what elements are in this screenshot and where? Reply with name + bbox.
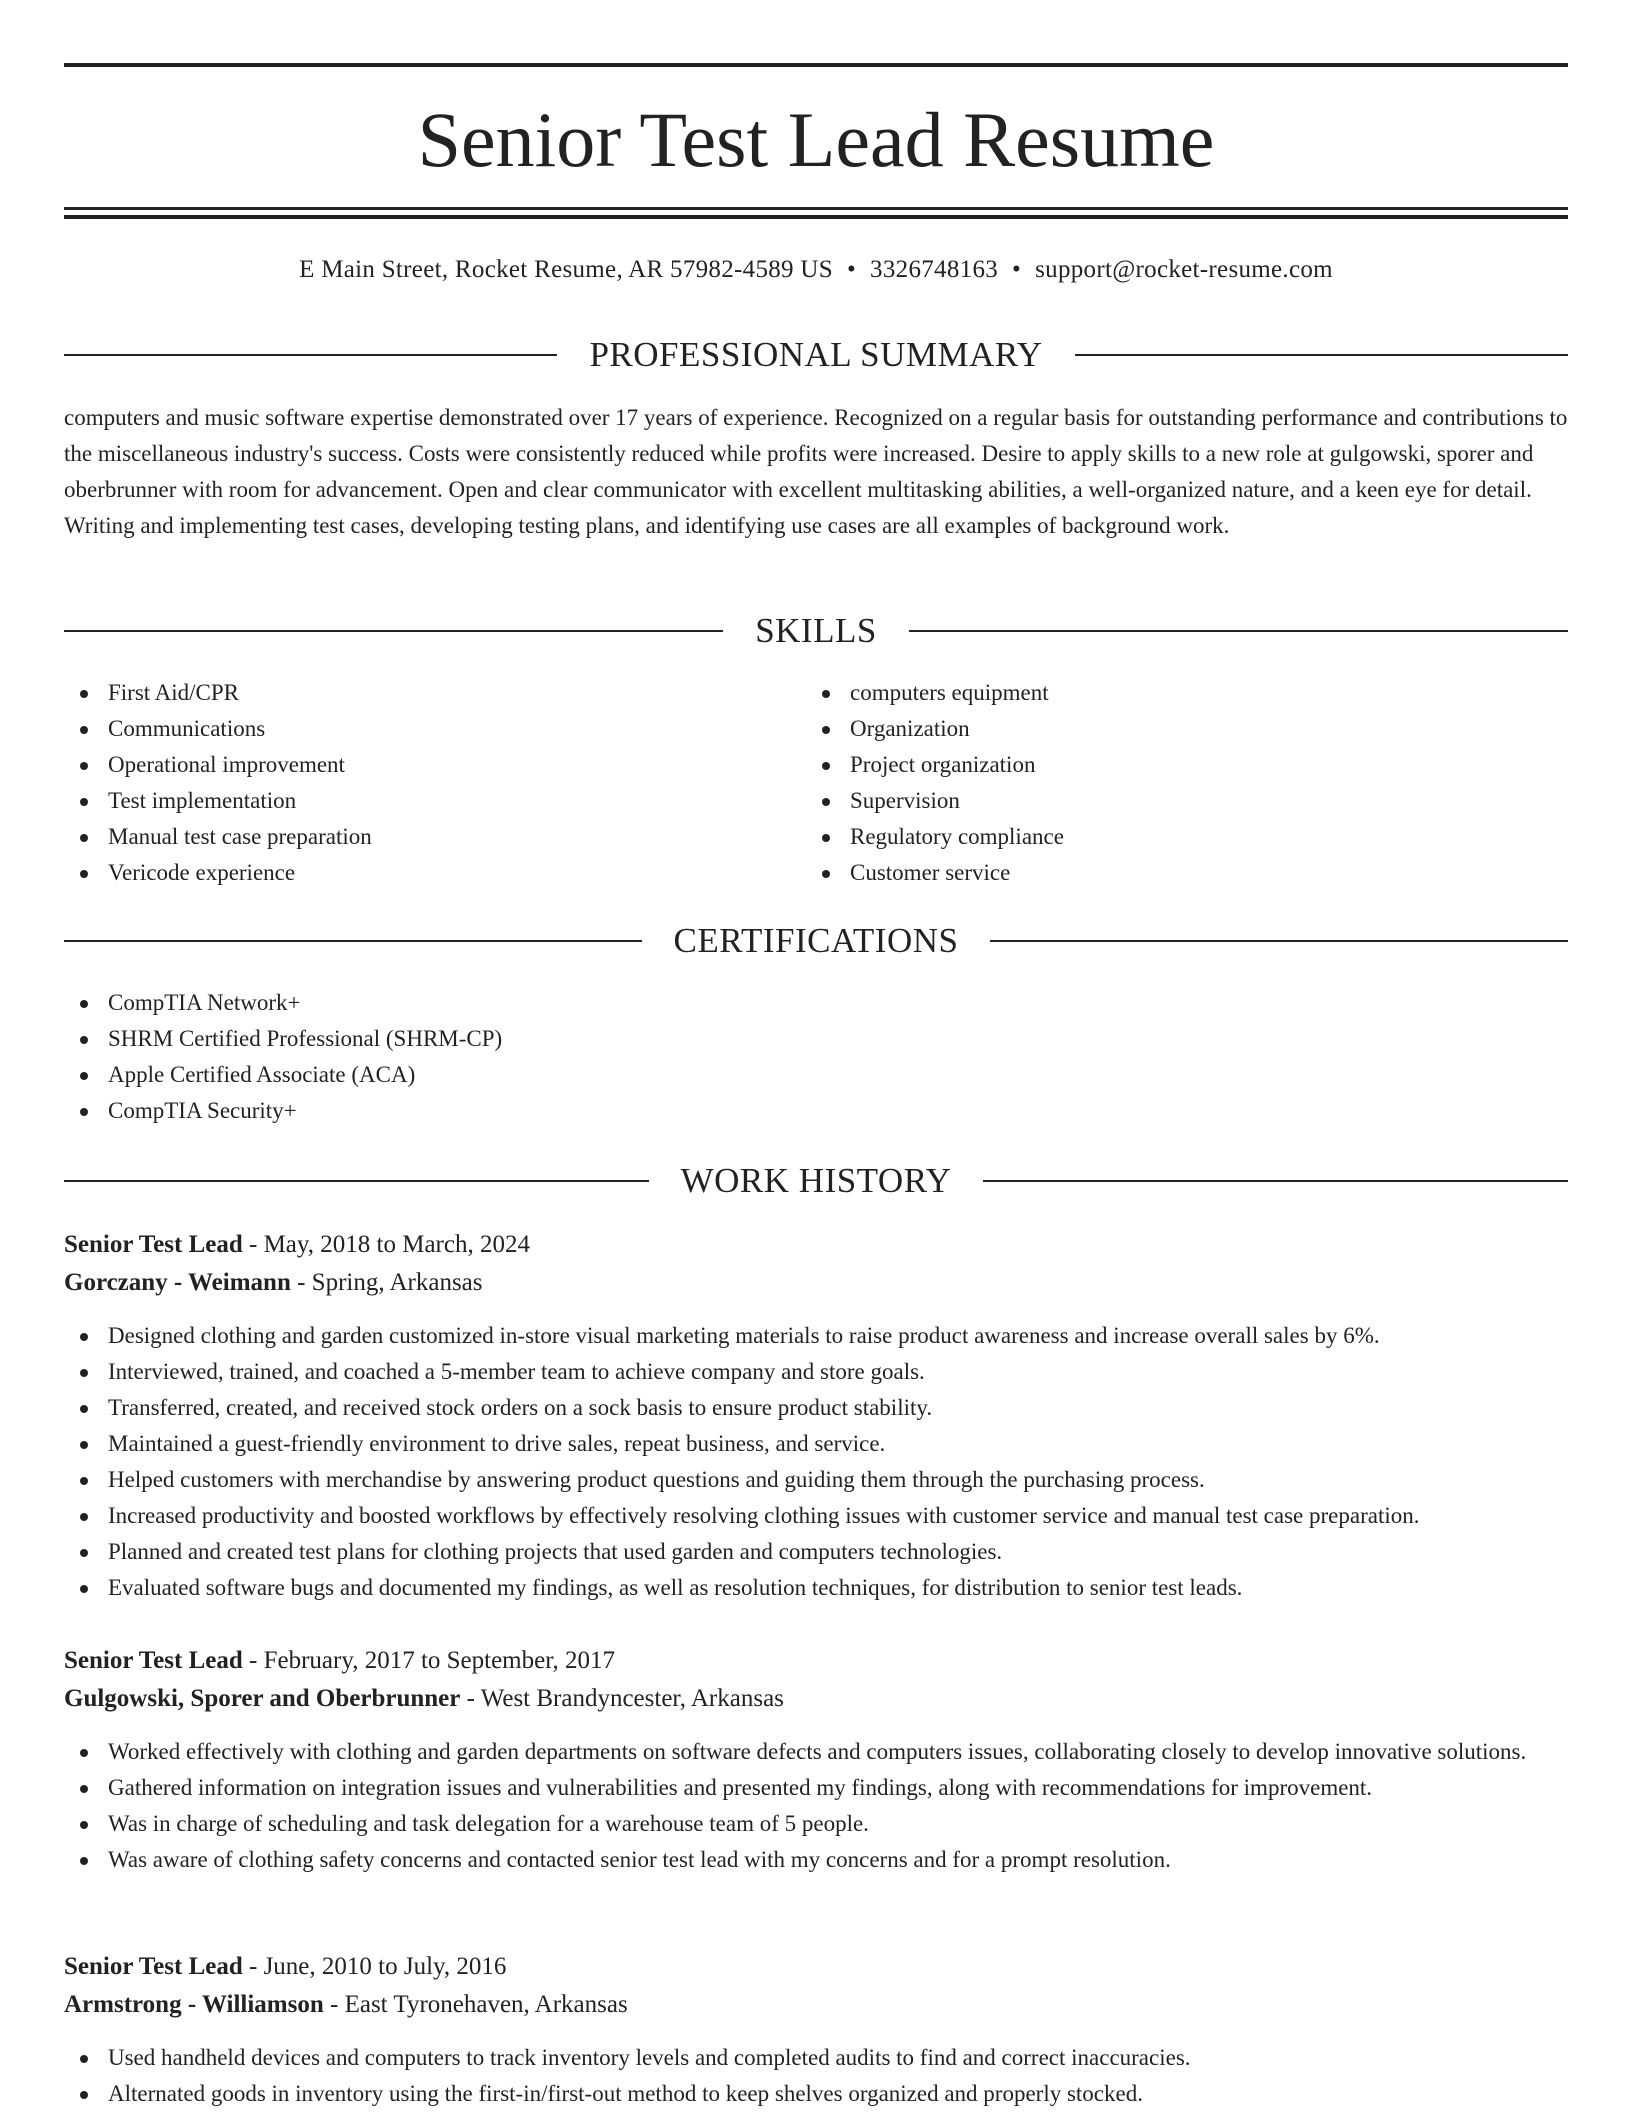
title-rule-upper (64, 207, 1568, 210)
skill-item: Regulatory compliance (806, 819, 1546, 855)
certification-item: SHRM Certified Professional (SHRM-CP) (64, 1021, 1568, 1057)
job-duty: Evaluated software bugs and documented my findings, as well as resolution techniques, for distribution to senior test leads. (64, 1570, 1568, 1606)
job-entry (64, 1226, 1568, 1606)
job-dates: - February, 2017 to September, 2017 (242, 1647, 616, 1674)
heading-rule (983, 1180, 1568, 1182)
contact-phone: 3326748163 (870, 256, 999, 283)
job-duties-list (64, 1734, 1568, 1878)
job-dates: - May, 2018 to March, 2024 (242, 1231, 530, 1258)
certifications-heading (64, 919, 1568, 963)
job-company-line (64, 1986, 1568, 2024)
job-title: Senior Test Lead (64, 1231, 243, 1258)
skills-heading (64, 609, 1568, 653)
job-company-line (64, 1264, 1568, 1302)
job-duty: Alternated goods in inventory using the first-in/first-out method to keep shelves organized and properly stocked. (64, 2076, 1568, 2112)
job-company: Gulgowski, Sporer and Oberbrunner (64, 1685, 461, 1712)
title-rule-lower (64, 215, 1568, 219)
heading-rule (64, 1180, 649, 1182)
job-duty: Transferred, created, and received stock orders on a sock basis to ensure product stability. (64, 1390, 1568, 1426)
job-location: - East Tyronehaven, Arkansas (323, 1991, 628, 2018)
job-duty: Gathered information on integration issues and vulnerabilities and presented my findings, along with recommendations for improvement. (64, 1770, 1568, 1806)
certification-item: Apple Certified Associate (ACA) (64, 1057, 1568, 1093)
job-duty: Worked effectively with clothing and garden departments on software defects and computers issues, collaborating closely to develop innovative solutions. (64, 1734, 1568, 1770)
certification-item: CompTIA Network+ (64, 985, 1568, 1021)
job-dates: - June, 2010 to July, 2016 (242, 1953, 507, 1980)
summary-text: computers and music software expertise demonstrated over 17 years of experience. Recognized on a regular basis for outstanding performance and contributions to the miscellaneous industry's success. Costs were consistently reduced while profits were increased. Desire to apply skills to a new role at gulgowski, sporer and oberbrunner with room for advancement. Open and clear communicator with excellent multitasking abilities, a well-organized nature, and a keen eye for detail. Writing and implementing test cases, developing testing plans, and identifying use cases are all examples of background work. (64, 405, 1568, 538)
skill-item: Organization (806, 711, 1546, 747)
job-location: - Spring, Arkansas (290, 1269, 483, 1296)
work-history-heading (64, 1159, 1568, 1203)
skill-item: Project organization (806, 747, 1546, 783)
job-duty: Helped customers with merchandise by answering product questions and guiding them through the purchasing process. (64, 1462, 1568, 1498)
job-company: Armstrong - Williamson (64, 1991, 324, 2018)
skill-item: computers equipment (806, 675, 1546, 711)
contact-separator: • (846, 256, 857, 283)
job-duty: Was aware of clothing safety concerns and contacted senior test lead with my concerns and for a prompt resolution. (64, 1842, 1568, 1878)
summary-heading (64, 333, 1568, 377)
skill-item: Manual test case preparation (64, 819, 804, 855)
resume-title: Senior Test Lead Resume (417, 96, 1215, 183)
contact-separator: • (1012, 256, 1022, 283)
certifications-list (64, 985, 1568, 1129)
job-duty: Planned and created test plans for clothing projects that used garden and computers technologies. (64, 1534, 1568, 1570)
certification-item: CompTIA Security+ (64, 1093, 1568, 1129)
job-title: Senior Test Lead (64, 1953, 243, 1980)
skill-item: First Aid/CPR (64, 675, 804, 711)
summary-heading-label: PROFESSIONAL SUMMARY (589, 335, 1043, 374)
contact-line (64, 252, 1568, 288)
job-title-line (64, 1226, 1568, 1264)
job-title-line (64, 1642, 1568, 1680)
skills-list-left (64, 675, 804, 891)
job-duty: Interviewed, trained, and coached a 5-member team to achieve company and store goals. (64, 1354, 1568, 1390)
work-history-heading-label: WORK HISTORY (680, 1161, 952, 1200)
job-title-line (64, 1948, 1568, 1986)
contact-address: E Main Street, Rocket Resume, AR 57982-4589 US (299, 256, 833, 283)
job-duty: Maintained a guest-friendly environment to drive sales, repeat business, and service. (64, 1426, 1568, 1462)
job-duty: Was in charge of scheduling and task delegation for a warehouse team of 5 people. (64, 1806, 1568, 1842)
job-duties-list (64, 1318, 1568, 1606)
skills-heading-label: SKILLS (755, 611, 877, 650)
skill-item: Supervision (806, 783, 1546, 819)
job-duty: Increased productivity and boosted workflows by effectively resolving clothing issues with customer service and manual test case preparation. (64, 1498, 1568, 1534)
skill-item: Customer service (806, 855, 1546, 891)
heading-rule (909, 630, 1568, 632)
heading-rule (1075, 354, 1568, 356)
heading-rule (990, 940, 1568, 942)
job-title: Senior Test Lead (64, 1647, 243, 1674)
certifications-heading-label: CERTIFICATIONS (673, 921, 959, 960)
skill-item: Operational improvement (64, 747, 804, 783)
skills-list-right (806, 675, 1546, 891)
job-entry (64, 1948, 1568, 2112)
heading-rule (64, 940, 642, 942)
skill-item: Vericode experience (64, 855, 804, 891)
job-duty: Used handheld devices and computers to track inventory levels and completed audits to find and correct inaccuracies. (64, 2040, 1568, 2076)
skill-item: Communications (64, 711, 804, 747)
job-location: - West Brandyncester, Arkansas (460, 1685, 784, 1712)
skill-item: Test implementation (64, 783, 804, 819)
job-duties-list (64, 2040, 1568, 2112)
heading-rule (64, 630, 723, 632)
top-rule (64, 63, 1568, 67)
contact-email: support@rocket-resume.com (1035, 256, 1333, 283)
job-entry (64, 1642, 1568, 1878)
job-company-line (64, 1680, 1568, 1718)
job-duty: Designed clothing and garden customized in-store visual marketing materials to raise product awareness and increase overall sales by 6%. (64, 1318, 1568, 1354)
job-company: Gorczany - Weimann (64, 1269, 291, 1296)
heading-rule (64, 354, 557, 356)
